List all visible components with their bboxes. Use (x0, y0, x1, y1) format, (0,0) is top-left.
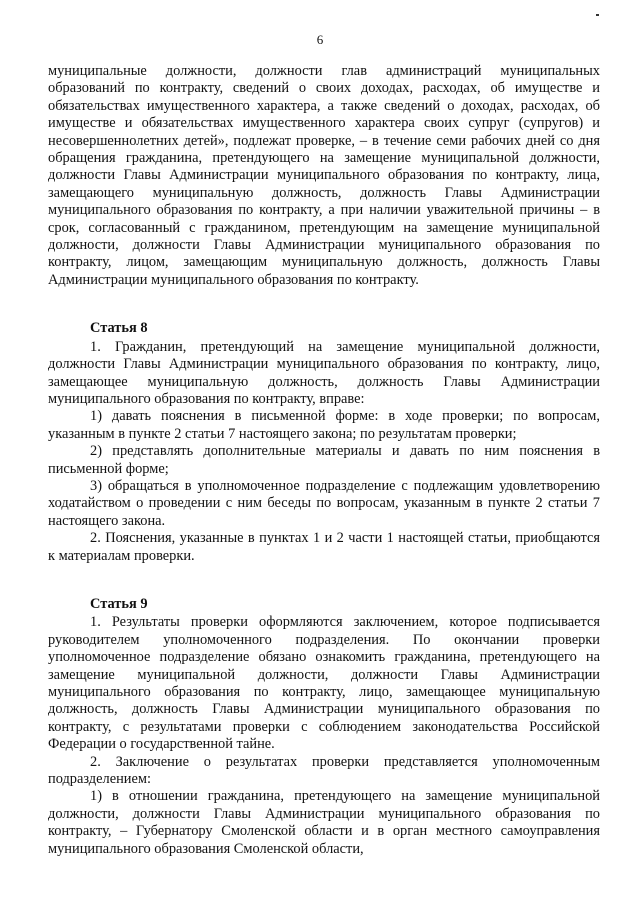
article-8-item-1: 1) давать пояснения в письменной форме: в ходе проверки; по вопросам, указанным в пункте 2 статьи 7 настоящего закона; по результатам проверки; (48, 408, 600, 442)
scan-mark (596, 14, 599, 16)
article-8-part-1: 1. Гражданин, претендующий на замещение муниципальной должности, должности Главы Администрации муниципального образования по контракту, лицо, замещающее муниципальную должность, должность Главы Администрации муниципального образования по контракту, вправе: (48, 338, 600, 407)
article-8-part-2: 2. Пояснения, указанные в пунктах 1 и 2 части 1 настоящей статьи, приобщаются к материалам проверки. (48, 530, 600, 564)
article-8-heading: Статья 8 (90, 320, 148, 337)
article-8-item-3: 3) обращаться в уполномоченное подразделение с подлежащим удовлетворению ходатайством о проведении с ним беседы по вопросам, указанным в пункте 2 статьи 7 настоящего закона. (48, 477, 600, 529)
article-9-heading: Статья 9 (90, 595, 148, 612)
article-9-part-2: 2. Заключение о результатах проверки представляется уполномоченным подразделением: (48, 753, 600, 788)
article-9-item-1: 1) в отношении гражданина, претендующего на замещение муниципальной должности, должности Главы Администрации муниципального образования по контракту, – Губернатору Смоленской области и в орган местного самоуправления муниципального образования Смоленской области, (48, 788, 600, 857)
section-gap (48, 289, 600, 303)
intro-paragraph: муниципальные должности, должности глав администраций муниципальных образований по контракту, сведений о своих доходах, расходах, об имуществе и обязательствах имущественного характера, а также сведений о доходах, расходах, об имуществе и обязательствах имущественного характера своих супруг (супругов) и несовершеннолетних детей», подлежат проверке, – в течение семи рабочих дней со дня обращения гражданина, претендующего на замещение муниципальной должности, должности Главы Администрации муниципального образования по контракту, лица, замещающего муниципальную должность, должность Главы Администрации муниципального образования по контракту, а при наличии уважительной причины – в срок, согласованный с гражданином, претендующим на замещение муниципальной должности, должности Главы Администрации муниципального образования по контракту, лицом, замещающим муниципальную должность, должность Главы Администрации муниципального образования по контракту. (48, 63, 600, 288)
article-8-item-2: 2) представлять дополнительные материалы и давать по ним пояснения в письменной форме; (48, 443, 600, 477)
page-number: 6 (316, 32, 324, 47)
article-9-part-1: 1. Результаты проверки оформляются заключением, которое подписывается руководителем уполномоченного подразделения. По окончании проверки уполномоченное подразделение обязано ознакомить гражданина, претендующего на замещение муниципальной должности, должности Главы Администрации муниципального образования по контракту, лицо, замещающее муниципальную должность, должность Главы Администрации муниципального образования по контракту, с результатами проверки с соблюдением законодательства Российской Федерации о государственной тайне. (48, 614, 600, 753)
document-body (48, 63, 600, 858)
section-gap (48, 565, 600, 579)
